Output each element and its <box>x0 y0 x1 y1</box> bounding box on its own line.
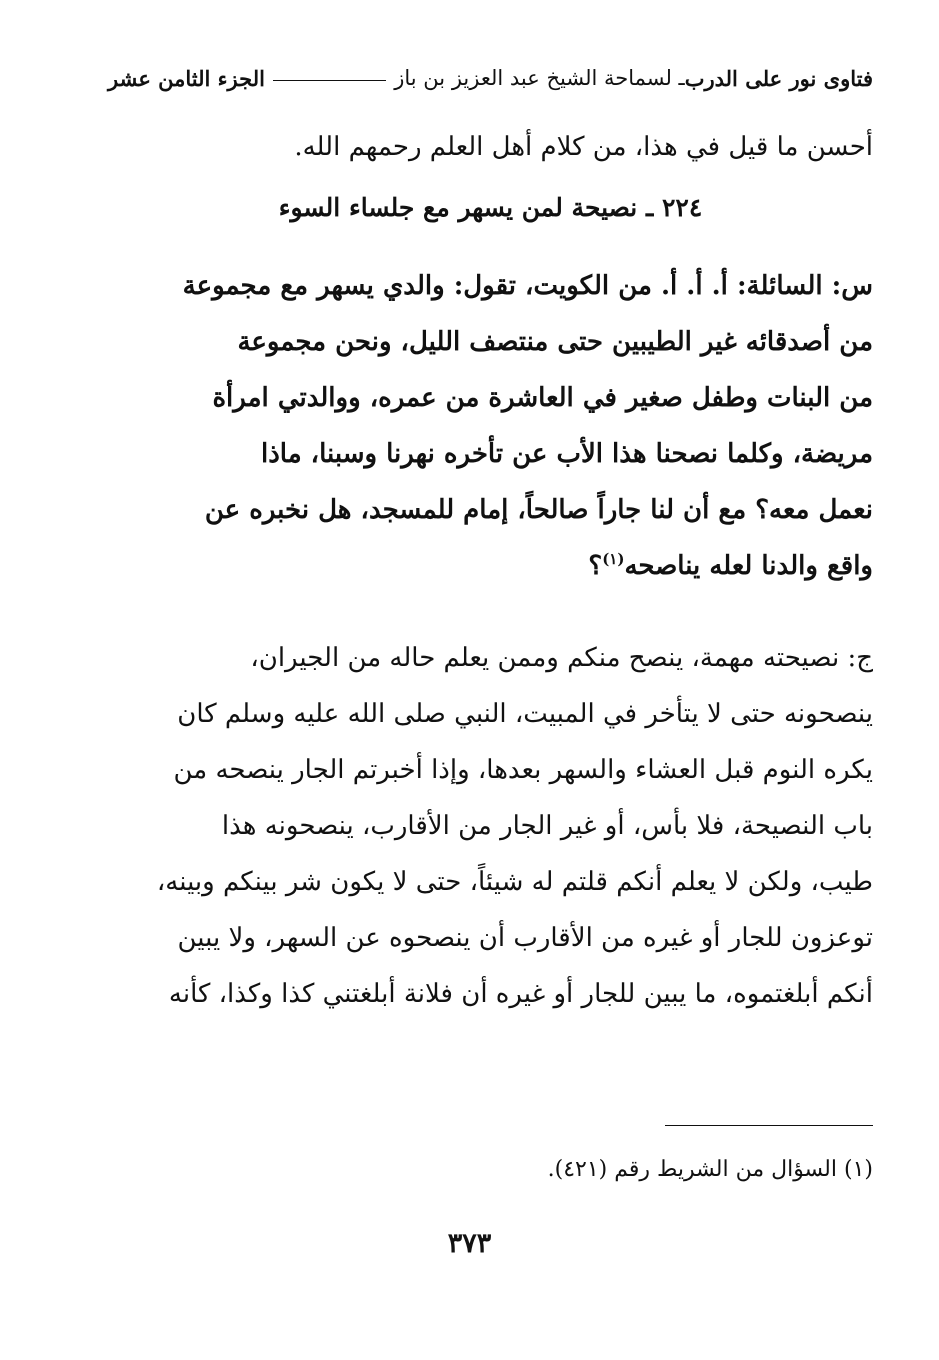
answer-line: توعزون للجار أو غيره من الأقارب أن ينصحوه عن السهر، ولا يبين <box>177 923 873 953</box>
question-line: من أصدقائه غير الطيبين حتى منتصف الليل، ونحن مجموعة <box>237 327 873 357</box>
header-author: ـ لسماحة الشيخ عبد العزيز بن باز <box>394 66 685 90</box>
running-header <box>108 58 873 98</box>
question-line: مريضة، وكلما نصحنا هذا الأب عن تأخره نهرنا وسبنا، ماذا <box>260 439 873 469</box>
answer-line: طيب، ولكن لا يعلم أنكم قلتم له شيئاً، حتى لا يكون شر بينكم وبينه، <box>156 867 873 897</box>
section-heading: ٢٢٤ ـ نصيحة لمن يسهر مع جلساء السوء <box>278 193 703 222</box>
header-book-title: فتاوى نور على الدرب <box>684 65 873 91</box>
question-mark: ؟ <box>588 551 603 581</box>
answer-paragraph <box>108 630 873 1022</box>
answer-line: يكره النوم قبل العشاء والسهر بعدها، وإذا أخبرتم الجار ينصحه من <box>173 755 873 785</box>
question-line: نعمل معه؟ مع أن لنا جاراً صالحاً، إمام للمسجد، هل نخبره عن <box>204 495 873 525</box>
header-dash-rule <box>273 80 386 81</box>
answer-line: ينصحونه حتى لا يتأخر في المبيت، النبي صلى الله عليه وسلم كان <box>177 699 873 729</box>
intro-paragraph <box>108 122 873 172</box>
header-part: الجزء الثامن عشر <box>108 65 265 91</box>
question-last-line-text: واقع والدنا لعله يناصحه <box>624 551 873 581</box>
question-last-line <box>108 538 873 597</box>
intro-line: أحسن ما قيل في هذا، من كلام أهل العلم رحمهم الله. <box>294 132 873 162</box>
footnote-separator <box>665 1125 873 1126</box>
answer-line: ج: نصيحته مهمة، ينصح منكم وممن يعلم حاله من الجيران، <box>250 643 873 673</box>
question-line: من البنات وطفل صغير في العاشرة من عمره، ووالدتي امرأة <box>212 383 873 413</box>
answer-line: باب النصيحة، فلا بأس، أو غير الجار من الأقارب، ينصحونه هذا <box>221 811 873 841</box>
page-number: ٣٧٣ <box>447 1228 492 1259</box>
answer-line: أنكم أبلغتموه، ما يبين للجار أو غيره أن فلانة أبلغتني كذا وكذا، كأنه <box>168 979 873 1009</box>
footnote: (١) السؤال من الشريط رقم (٤٢١). <box>547 1157 873 1182</box>
question-line: س: السائلة: أ. أ. أ. من الكويت، تقول: والدي يسهر مع مجموعة <box>182 271 873 301</box>
question-paragraph <box>108 258 873 597</box>
footnote-marker: (١) <box>602 550 625 568</box>
